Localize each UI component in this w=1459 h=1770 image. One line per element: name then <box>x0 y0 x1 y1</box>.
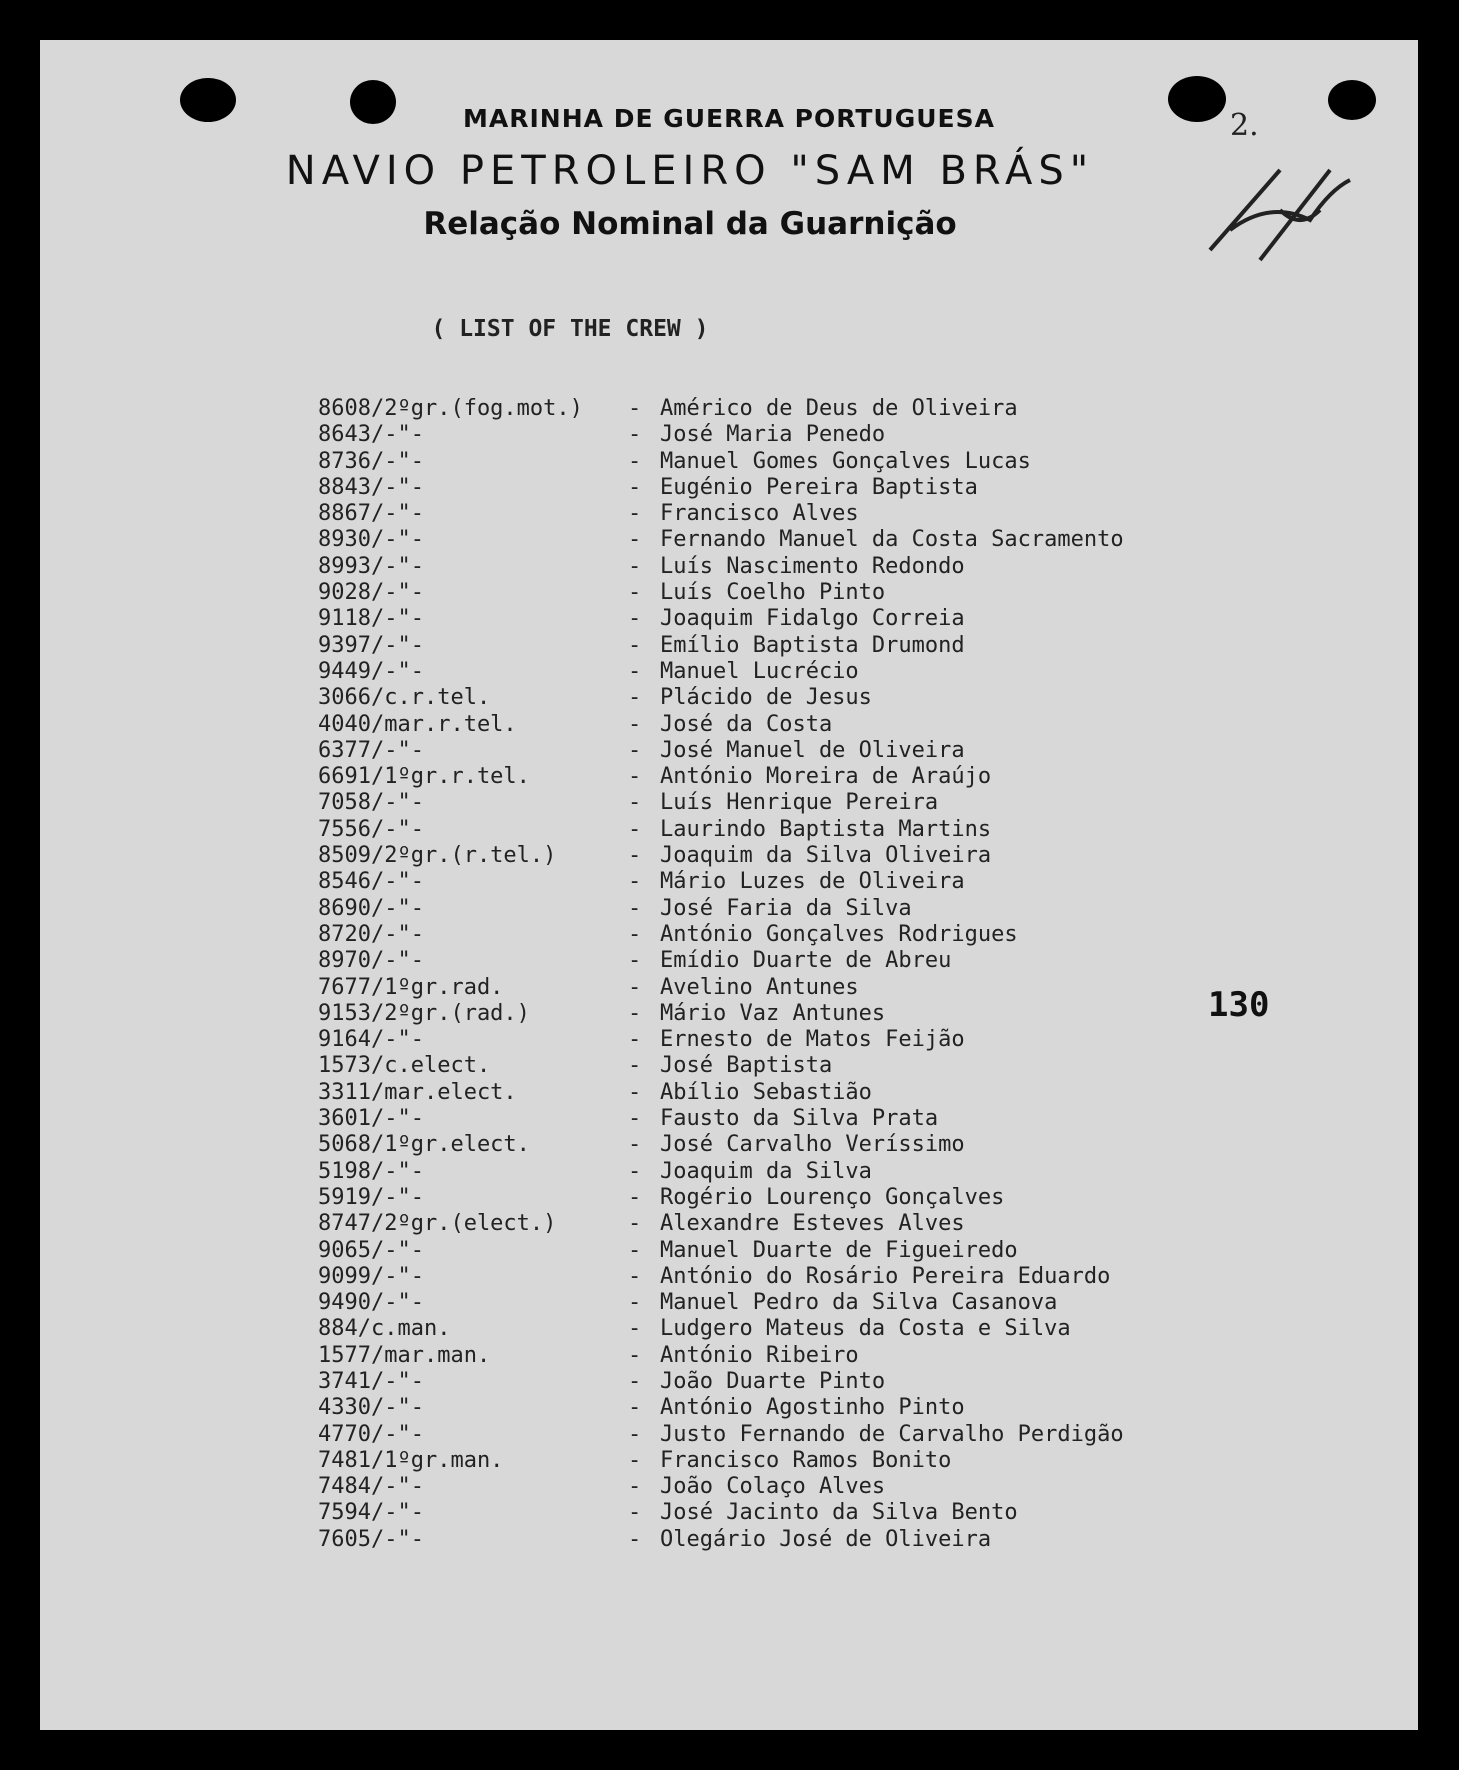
crew-service-number: 5198/-"- <box>318 1158 424 1184</box>
crew-name: Abílio Sebastião <box>660 1079 872 1105</box>
crew-service-number: 4040/mar.r.tel. <box>318 711 517 737</box>
crew-service-number: 9490/-"- <box>318 1290 424 1316</box>
crew-name: Américo de Deus de Oliveira <box>660 396 1018 421</box>
crew-row <box>318 633 1124 659</box>
crew-separator: - <box>628 1500 642 1526</box>
crew-row <box>318 449 1124 475</box>
crew-service-number: 7484/-"- <box>318 1474 424 1500</box>
crew-row <box>318 738 1124 764</box>
crew-separator: - <box>628 816 642 842</box>
stamp-number: 130 <box>1208 985 1270 1025</box>
crew-separator: - <box>628 580 642 606</box>
crew-service-number: 8867/-"- <box>318 501 424 527</box>
list-subtitle: ( LIST OF THE CREW ) <box>431 316 709 342</box>
crew-service-number: 8747/2ºgr.(elect.) <box>318 1211 557 1237</box>
crew-separator: - <box>628 448 642 474</box>
crew-service-number: 884/c.man. <box>318 1316 451 1342</box>
crew-separator: - <box>628 1395 642 1421</box>
crew-name: João Colaço Alves <box>660 1474 886 1500</box>
crew-service-number: 8690/-"- <box>318 895 424 921</box>
crew-row <box>318 1080 1124 1106</box>
crew-name: Manuel Gomes Gonçalves Lucas <box>660 448 1031 474</box>
crew-row <box>318 1027 1124 1053</box>
crew-service-number: 8993/-"- <box>318 553 424 579</box>
crew-separator: - <box>628 1237 642 1263</box>
crew-row <box>318 501 1124 527</box>
crew-separator: - <box>628 1027 642 1053</box>
signature-mark <box>1190 140 1370 280</box>
crew-separator: - <box>628 921 642 947</box>
crew-service-number: 4330/-"- <box>318 1395 424 1421</box>
crew-separator: - <box>628 632 642 658</box>
crew-service-number: 7058/-"- <box>318 790 424 816</box>
crew-name: Fernando Manuel da Costa Sacramento <box>660 527 1124 553</box>
crew-service-number: 9397/-"- <box>318 632 424 658</box>
crew-name: José Maria Penedo <box>660 422 886 448</box>
crew-separator: - <box>628 843 642 869</box>
crew-row <box>318 712 1124 738</box>
crew-row <box>318 659 1124 685</box>
crew-service-number: 8509/2ºgr.(r.tel.) <box>318 843 557 869</box>
crew-service-number: 8970/-"- <box>318 948 424 974</box>
crew-service-number: 9164/-"- <box>318 1027 424 1053</box>
crew-row <box>318 1132 1124 1158</box>
crew-row <box>318 948 1124 974</box>
crew-row <box>318 580 1124 606</box>
crew-service-number: 8736/-"- <box>318 448 424 474</box>
crew-separator: - <box>628 1000 642 1026</box>
crew-name: António Moreira de Araújo <box>660 764 992 790</box>
crew-service-number: 5068/1ºgr.elect. <box>318 1132 530 1158</box>
crew-name: José Jacinto da Silva Bento <box>660 1500 1018 1526</box>
crew-separator: - <box>628 711 642 737</box>
ship-name-heading: NAVIO PETROLEIRO "SAM BRÁS" <box>285 148 1095 194</box>
crew-service-number: 1577/mar.man. <box>318 1342 491 1368</box>
crew-row <box>318 896 1124 922</box>
crew-row <box>318 1264 1124 1290</box>
crew-separator: - <box>628 685 642 711</box>
crew-separator: - <box>628 895 642 921</box>
crew-row <box>318 1527 1124 1553</box>
crew-name: Fausto da Silva Prata <box>660 1106 939 1132</box>
crew-service-number: 8608/2ºgr.(fog.mot.) <box>318 396 583 421</box>
crew-separator: - <box>628 501 642 527</box>
crew-row <box>318 843 1124 869</box>
crew-separator: - <box>628 1079 642 1105</box>
crew-separator: - <box>628 474 642 500</box>
crew-row <box>318 1369 1124 1395</box>
crew-row <box>318 1474 1124 1500</box>
crew-row <box>318 1185 1124 1211</box>
crew-name: António Ribeiro <box>660 1342 859 1368</box>
crew-name: Manuel Lucrécio <box>660 658 859 684</box>
crew-row <box>318 1422 1124 1448</box>
crew-name: José Baptista <box>660 1053 833 1079</box>
crew-service-number: 7605/-"- <box>318 1526 424 1552</box>
crew-row <box>318 422 1124 448</box>
crew-name: Manuel Pedro da Silva Casanova <box>660 1290 1058 1316</box>
crew-row <box>318 1159 1124 1185</box>
crew-service-number: 1573/c.elect. <box>318 1053 491 1079</box>
crew-name: Luís Henrique Pereira <box>660 790 939 816</box>
crew-name: Ernesto de Matos Feijão <box>660 1027 965 1053</box>
crew-separator: - <box>628 974 642 1000</box>
crew-list <box>318 396 1124 1553</box>
crew-name: Francisco Ramos Bonito <box>660 1447 952 1473</box>
crew-name: António Agostinho Pinto <box>660 1395 965 1421</box>
crew-separator: - <box>628 1211 642 1237</box>
crew-service-number: 8546/-"- <box>318 869 424 895</box>
crew-separator: - <box>628 606 642 632</box>
crew-name: José Faria da Silva <box>660 895 912 921</box>
crew-name: Joaquim Fidalgo Correia <box>660 606 965 632</box>
crew-separator: - <box>628 1526 642 1552</box>
crew-service-number: 3741/-"- <box>318 1368 424 1394</box>
crew-service-number: 3601/-"- <box>318 1106 424 1132</box>
crew-separator: - <box>628 764 642 790</box>
crew-service-number: 8843/-"- <box>318 474 424 500</box>
crew-service-number: 9449/-"- <box>318 658 424 684</box>
crew-separator: - <box>628 1158 642 1184</box>
crew-name: Luís Coelho Pinto <box>660 580 886 606</box>
crew-service-number: 7677/1ºgr.rad. <box>318 974 504 1000</box>
crew-name: Plácido de Jesus <box>660 685 872 711</box>
crew-name: Emídio Duarte de Abreu <box>660 948 952 974</box>
crew-service-number: 6691/1ºgr.r.tel. <box>318 764 530 790</box>
crew-row <box>318 396 1124 422</box>
crew-service-number: 3066/c.r.tel. <box>318 685 491 711</box>
crew-name: Luís Nascimento Redondo <box>660 553 965 579</box>
crew-name: Emílio Baptista Drumond <box>660 632 965 658</box>
crew-row <box>318 1211 1124 1237</box>
crew-service-number: 5919/-"- <box>318 1184 424 1210</box>
crew-row <box>318 975 1124 1001</box>
crew-name: Avelino Antunes <box>660 974 859 1000</box>
crew-separator: - <box>628 737 642 763</box>
crew-row <box>318 475 1124 501</box>
crew-row <box>318 764 1124 790</box>
crew-separator: - <box>628 869 642 895</box>
crew-service-number: 6377/-"- <box>318 737 424 763</box>
crew-row <box>318 790 1124 816</box>
organization-heading: MARINHA DE GUERRA PORTUGUESA <box>463 104 995 133</box>
crew-name: Manuel Duarte de Figueiredo <box>660 1237 1018 1263</box>
crew-name: José Manuel de Oliveira <box>660 737 965 763</box>
crew-name: Rogério Lourenço Gonçalves <box>660 1184 1005 1210</box>
list-title: Relação Nominal da Guarnição <box>423 206 957 242</box>
crew-row <box>318 527 1124 553</box>
crew-row <box>318 1106 1124 1132</box>
crew-row <box>318 922 1124 948</box>
crew-separator: - <box>628 1447 642 1473</box>
document-page <box>40 40 1418 1730</box>
crew-name: Laurindo Baptista Martins <box>660 816 992 842</box>
crew-name: Mário Luzes de Oliveira <box>660 869 965 895</box>
crew-separator: - <box>628 1053 642 1079</box>
crew-row <box>318 1448 1124 1474</box>
crew-service-number: 8643/-"- <box>318 422 424 448</box>
crew-name: António Gonçalves Rodrigues <box>660 921 1018 947</box>
crew-service-number: 9028/-"- <box>318 580 424 606</box>
crew-name: Eugénio Pereira Baptista <box>660 474 978 500</box>
crew-service-number: 4770/-"- <box>318 1421 424 1447</box>
crew-separator: - <box>628 1106 642 1132</box>
crew-service-number: 8930/-"- <box>318 527 424 553</box>
crew-separator: - <box>628 948 642 974</box>
crew-separator: - <box>628 790 642 816</box>
crew-separator: - <box>628 1421 642 1447</box>
crew-row <box>318 1395 1124 1421</box>
crew-name: Francisco Alves <box>660 501 859 527</box>
crew-service-number: 7556/-"- <box>318 816 424 842</box>
crew-separator: - <box>628 1368 642 1394</box>
crew-service-number: 3311/mar.elect. <box>318 1079 517 1105</box>
page-number: 2. <box>1230 108 1259 143</box>
crew-name: José da Costa <box>660 711 833 737</box>
crew-row <box>318 685 1124 711</box>
crew-row <box>318 1001 1124 1027</box>
crew-row <box>318 1343 1124 1369</box>
crew-separator: - <box>628 1263 642 1289</box>
crew-name: João Duarte Pinto <box>660 1368 886 1394</box>
crew-separator: - <box>628 658 642 684</box>
crew-row <box>318 554 1124 580</box>
crew-row <box>318 1053 1124 1079</box>
crew-service-number: 8720/-"- <box>318 921 424 947</box>
crew-service-number: 7481/1ºgr.man. <box>318 1447 504 1473</box>
crew-service-number: 9118/-"- <box>318 606 424 632</box>
crew-name: Mário Vaz Antunes <box>660 1000 886 1026</box>
crew-row <box>318 1316 1124 1342</box>
crew-name: Olegário José de Oliveira <box>660 1526 992 1552</box>
crew-service-number: 7594/-"- <box>318 1500 424 1526</box>
crew-row <box>318 869 1124 895</box>
crew-name: Justo Fernando de Carvalho Perdigão <box>660 1421 1124 1447</box>
crew-separator: - <box>628 396 642 421</box>
crew-service-number: 9099/-"- <box>318 1263 424 1289</box>
crew-separator: - <box>628 1342 642 1368</box>
crew-row <box>318 817 1124 843</box>
crew-name: Ludgero Mateus da Costa e Silva <box>660 1316 1071 1342</box>
crew-separator: - <box>628 422 642 448</box>
crew-row <box>318 1290 1124 1316</box>
crew-separator: - <box>628 1316 642 1342</box>
crew-row <box>318 606 1124 632</box>
crew-separator: - <box>628 527 642 553</box>
crew-row <box>318 1238 1124 1264</box>
crew-service-number: 9065/-"- <box>318 1237 424 1263</box>
crew-name: Joaquim da Silva <box>660 1158 872 1184</box>
crew-name: José Carvalho Veríssimo <box>660 1132 965 1158</box>
crew-row <box>318 1500 1124 1526</box>
crew-separator: - <box>628 1474 642 1500</box>
crew-separator: - <box>628 1184 642 1210</box>
crew-name: Alexandre Esteves Alves <box>660 1211 965 1237</box>
crew-separator: - <box>628 553 642 579</box>
crew-separator: - <box>628 1290 642 1316</box>
crew-name: António do Rosário Pereira Eduardo <box>660 1263 1111 1289</box>
crew-separator: - <box>628 1132 642 1158</box>
crew-service-number: 9153/2ºgr.(rad.) <box>318 1000 530 1026</box>
crew-name: Joaquim da Silva Oliveira <box>660 843 992 869</box>
